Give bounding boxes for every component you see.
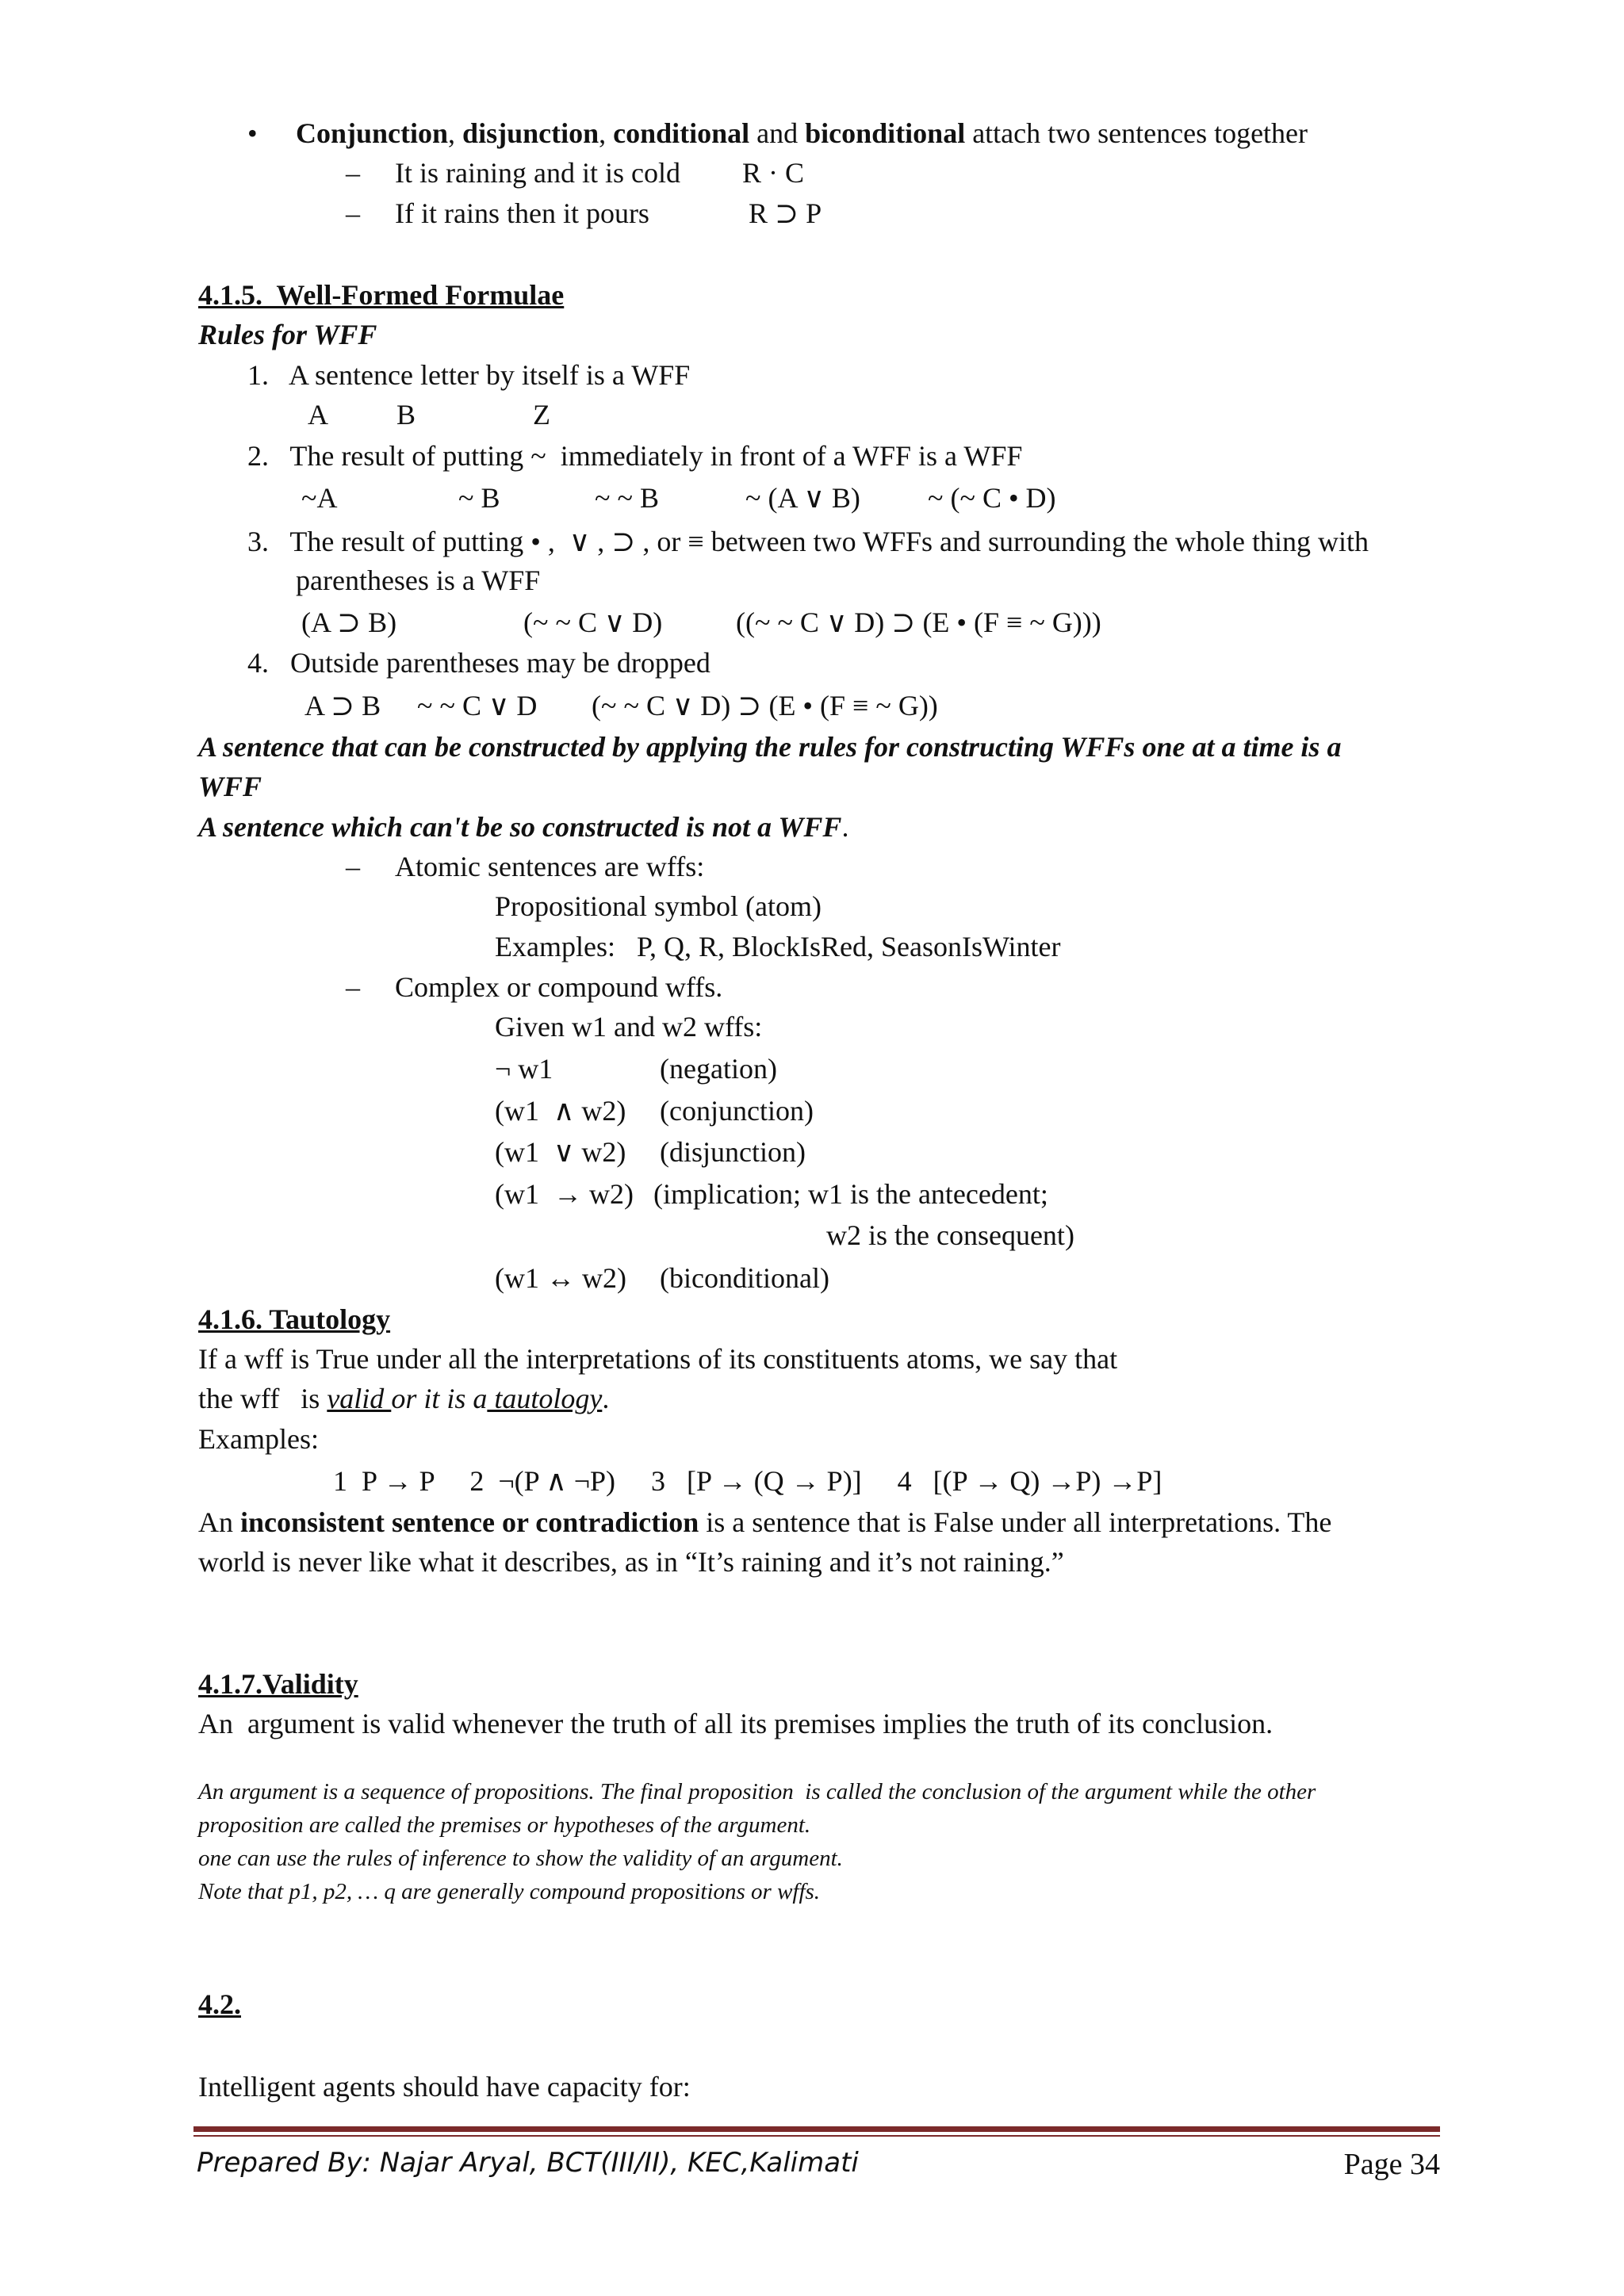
rule-3-example: (~ ~ C ∨ D) bbox=[523, 607, 663, 638]
sep: and bbox=[749, 117, 806, 149]
note-line: Note that p1, p2, … q are generally compound propositions or wffs. bbox=[198, 1879, 821, 1904]
formula-desc: (conjunction) bbox=[660, 1095, 814, 1127]
term-conditional: conditional bbox=[613, 117, 750, 149]
rule-2-example: ~ B bbox=[458, 482, 500, 514]
example-formula: R ⊃ P bbox=[749, 197, 822, 229]
tautology-line bbox=[198, 1384, 609, 1413]
dash: – bbox=[346, 157, 360, 189]
note-line: proposition are called the premises or hypotheses of the argument. bbox=[198, 1812, 811, 1838]
rule-3-continued: parentheses is a WFF bbox=[296, 564, 541, 596]
note-line: one can use the rules of inference to show the validity of an argument. bbox=[198, 1846, 843, 1871]
formula-desc: (implication; w1 is the antecedent; bbox=[653, 1178, 1048, 1210]
atomic-title: Atomic sentences are wffs: bbox=[395, 851, 705, 882]
text: is a sentence that is False under all interpretations. The bbox=[699, 1506, 1332, 1538]
term-inconsistent: inconsistent sentence or contradiction bbox=[240, 1506, 699, 1538]
rule-2: 2. The result of putting ~ immediately in front of a WFF is a WFF bbox=[247, 440, 1023, 472]
formula: ¬ w1 bbox=[495, 1053, 553, 1085]
footer-author: Prepared By: Najar Aryal, BCT(III/II), KEC,Kalimati bbox=[197, 2147, 859, 2179]
rule-1-example: B bbox=[396, 399, 416, 430]
formula: (w1 ∧ w2) bbox=[495, 1095, 626, 1127]
rule-4-example: ~ ~ C ∨ D bbox=[417, 690, 538, 721]
rule-1-example: Z bbox=[533, 399, 550, 430]
dash: – bbox=[346, 197, 360, 229]
rule-3-example: (A ⊃ B) bbox=[301, 607, 397, 638]
rule-1-example: A bbox=[308, 399, 328, 430]
heading-text: 4.1.7.Validity bbox=[198, 1668, 358, 1700]
formula: (w1 ∨ w2) bbox=[495, 1136, 626, 1168]
formula: (w1 → w2) bbox=[495, 1178, 634, 1210]
atomic-examples: Examples: P, Q, R, BlockIsRed, SeasonIsWinter bbox=[495, 931, 1061, 962]
text: or it is a bbox=[391, 1383, 488, 1414]
section-heading-4-1-6 bbox=[198, 1305, 390, 1334]
heading-text: 4.2. bbox=[198, 1988, 241, 2020]
term-valid: valid bbox=[327, 1383, 392, 1414]
rule-2-example: ~ (~ C • D) bbox=[928, 482, 1056, 514]
heading-text: 4.1.6. Tautology bbox=[198, 1303, 391, 1335]
non-wff-statement bbox=[198, 813, 848, 841]
text: An bbox=[198, 1506, 240, 1538]
bullet-symbol: • bbox=[247, 117, 258, 149]
heading-text: 4.1.5. Well-Formed Formulae bbox=[198, 279, 565, 311]
sep: attach two sentences together bbox=[965, 117, 1308, 149]
term-disjunction: disjunction bbox=[462, 117, 599, 149]
complex-given: Given w1 and w2 wffs: bbox=[495, 1011, 763, 1043]
non-wff-text: A sentence which can't be so constructed is not a WFF bbox=[198, 811, 842, 843]
rule-4-example: (~ ~ C ∨ D) ⊃ (E • (F ≡ ~ G)) bbox=[592, 690, 938, 721]
rule-2-example: ~ (A ∨ B) bbox=[745, 482, 860, 514]
inconsistent-line bbox=[198, 1508, 1331, 1536]
term-biconditional: biconditional bbox=[805, 117, 966, 149]
example-text: If it rains then it pours bbox=[395, 197, 649, 229]
dash: – bbox=[346, 851, 360, 882]
rule-2-example: ~A bbox=[301, 482, 338, 514]
note-line: An argument is a sequence of propositions. The final proposition is called the conclusion of the argument while the other bbox=[198, 1779, 1316, 1804]
dash: – bbox=[346, 971, 360, 1003]
footer-rule bbox=[193, 2135, 1440, 2137]
rule-3: 3. The result of putting • , ∨ , ⊃ , or ≡ between two WFFs and surrounding the whole thing with bbox=[247, 526, 1369, 557]
complex-title: Complex or compound wffs. bbox=[395, 971, 723, 1003]
section-4-2-line: Intelligent agents should have capacity for: bbox=[198, 2071, 691, 2103]
section-heading-4-1-5 bbox=[198, 281, 564, 309]
period: . bbox=[841, 811, 849, 843]
example-formula: R · C bbox=[742, 157, 805, 189]
formula-desc: w2 is the consequent) bbox=[826, 1219, 1074, 1251]
rule-1: 1. A sentence letter by itself is a WFF bbox=[247, 359, 691, 391]
validity-line: An argument is valid whenever the truth of all its premises implies the truth of its conclusion. bbox=[198, 1708, 1274, 1739]
tautology-line: If a wff is True under all the interpretations of its constituents atoms, we say that bbox=[198, 1343, 1118, 1375]
rule-4-example: A ⊃ B bbox=[304, 690, 381, 721]
rule-3-example: ((~ ~ C ∨ D) ⊃ (E • (F ≡ ~ G))) bbox=[736, 607, 1101, 638]
wff-statement: A sentence that can be constructed by applying the rules for constructing WFFs one at a time is a bbox=[198, 731, 1342, 763]
example-text: It is raining and it is cold bbox=[395, 157, 680, 189]
wff-statement-end: WFF bbox=[198, 771, 262, 802]
rule-4: 4. Outside parentheses may be dropped bbox=[247, 647, 710, 679]
formula-desc: (negation) bbox=[660, 1053, 777, 1085]
rule-2-example: ~ ~ B bbox=[595, 482, 659, 514]
bullet-intro-line bbox=[296, 119, 1308, 147]
page-number: Page 34 bbox=[1343, 2148, 1440, 2181]
sep: , bbox=[448, 117, 463, 149]
formula: (w1 ↔ w2) bbox=[495, 1262, 626, 1294]
formula-desc: (disjunction) bbox=[660, 1136, 806, 1168]
term-conjunction: Conjunction bbox=[296, 117, 449, 149]
subheading-rules: Rules for WFF bbox=[198, 319, 377, 350]
sep: , bbox=[599, 117, 614, 149]
section-heading-4-1-7 bbox=[198, 1670, 358, 1698]
atomic-line: Propositional symbol (atom) bbox=[495, 890, 822, 922]
inconsistent-line-2: world is never like what it describes, as in “It’s raining and it’s not raining.” bbox=[198, 1546, 1064, 1578]
period: . bbox=[602, 1383, 610, 1414]
examples-label: Examples: bbox=[198, 1423, 319, 1455]
formula-desc: (biconditional) bbox=[660, 1262, 829, 1294]
footer-rule bbox=[193, 2126, 1440, 2132]
text: the wff is bbox=[198, 1383, 327, 1414]
term-tautology: tautology bbox=[487, 1383, 603, 1414]
tautology-examples: 1 P → P 2 ¬(P ∧ ¬P) 3 [P → (Q → P)] 4 [(P → Q) →P) →P] bbox=[333, 1465, 1162, 1497]
section-heading-4-2 bbox=[198, 1990, 241, 2019]
